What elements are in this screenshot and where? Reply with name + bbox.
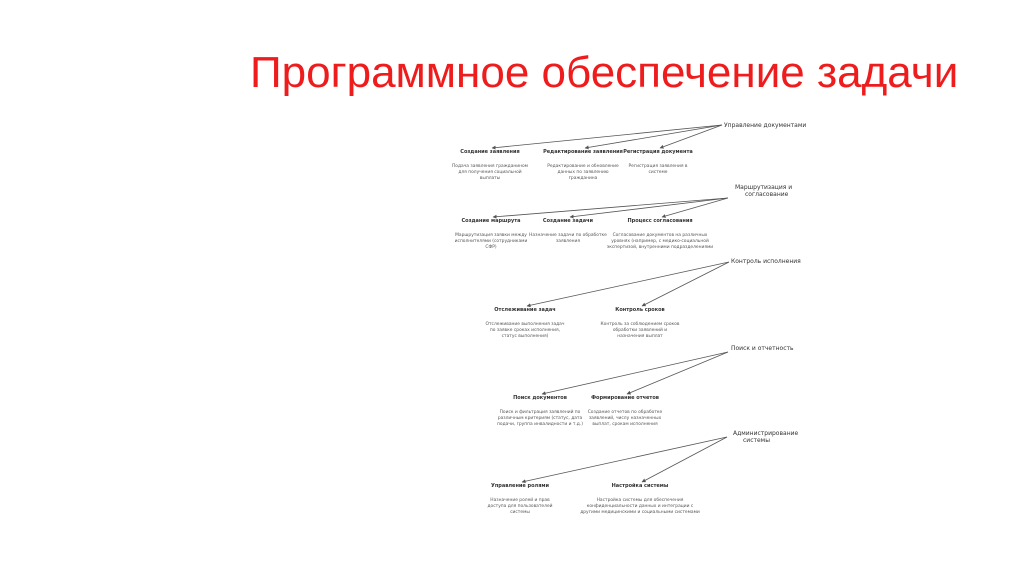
connector-arrow — [570, 198, 728, 217]
node-description: Маршрутизация заявки между исполнителями (сотрудниками СФР) — [454, 233, 528, 250]
connector-arrow — [642, 437, 727, 482]
node-title: Создание задачи — [542, 218, 594, 224]
node-description: Отслеживание выполнения задач по заявке сроках исполнения, статус выполнения) — [485, 322, 565, 339]
node-description: Поиск и фильтрация заявлений по различным критериям (статус, дата подачи, группа инвалидности и т.д.) — [497, 410, 583, 427]
group-label: Маршрутизация и согласование — [735, 184, 793, 198]
node-description: Назначение задачи по обработке заявления — [529, 233, 607, 244]
node-title: Настройка системы — [611, 483, 669, 489]
node-title: Редактирование заявления — [543, 149, 623, 155]
node-title: Управление ролями — [490, 483, 550, 489]
group-label: Управление документами — [724, 122, 807, 129]
group-label: Поиск и отчетность — [731, 345, 794, 352]
slide-title: Программное обеспечение задачи — [250, 48, 959, 97]
node-title: Процесс согласования — [627, 218, 693, 224]
node-description: Настройка системы для обеспечения конфиденциальности данных и интеграции с другими медицинскими и социальными системами — [580, 498, 700, 515]
connector-arrow — [627, 352, 728, 394]
node-description: Создание отчетов по обработке заявлений, числу назначенных выплат, срокам исполнения — [587, 410, 663, 427]
node-title: Формирование отчетов — [591, 395, 659, 401]
group-label: Администрирование системы — [733, 430, 799, 444]
node-description: Редактирование и обновление данных по заявлению гражданина — [547, 164, 619, 181]
node-title: Создание заявления — [460, 149, 520, 155]
node-title: Контроль сроков — [615, 307, 665, 313]
node-description: Контроль за соблюдением сроков обработки заявлений и назначения выплат — [600, 322, 680, 339]
node-title: Регистрация документа — [623, 149, 693, 155]
group-label: Контроль исполнения — [731, 258, 801, 265]
node-description: Подача заявления гражданином для получения социальной выплаты — [452, 164, 528, 181]
node-title: Поиск документов — [513, 395, 567, 401]
node-title: Создание маршрута — [461, 218, 521, 224]
connector-arrow — [542, 352, 728, 394]
connector-arrow — [522, 437, 727, 482]
connector-arrow — [493, 198, 728, 217]
connector-arrow — [642, 262, 729, 306]
node-description: Назначение ролей и прав доступа для пользователей системы — [487, 498, 553, 515]
node-description: Регистрация заявления в системе — [628, 164, 688, 175]
connector-arrow — [527, 262, 729, 306]
node-title: Отслеживание задач — [494, 307, 556, 313]
node-description: Согласование документов на различных уровнях (например, с медико-социальной экспертизой, внутренними подразделениями — [606, 233, 714, 250]
